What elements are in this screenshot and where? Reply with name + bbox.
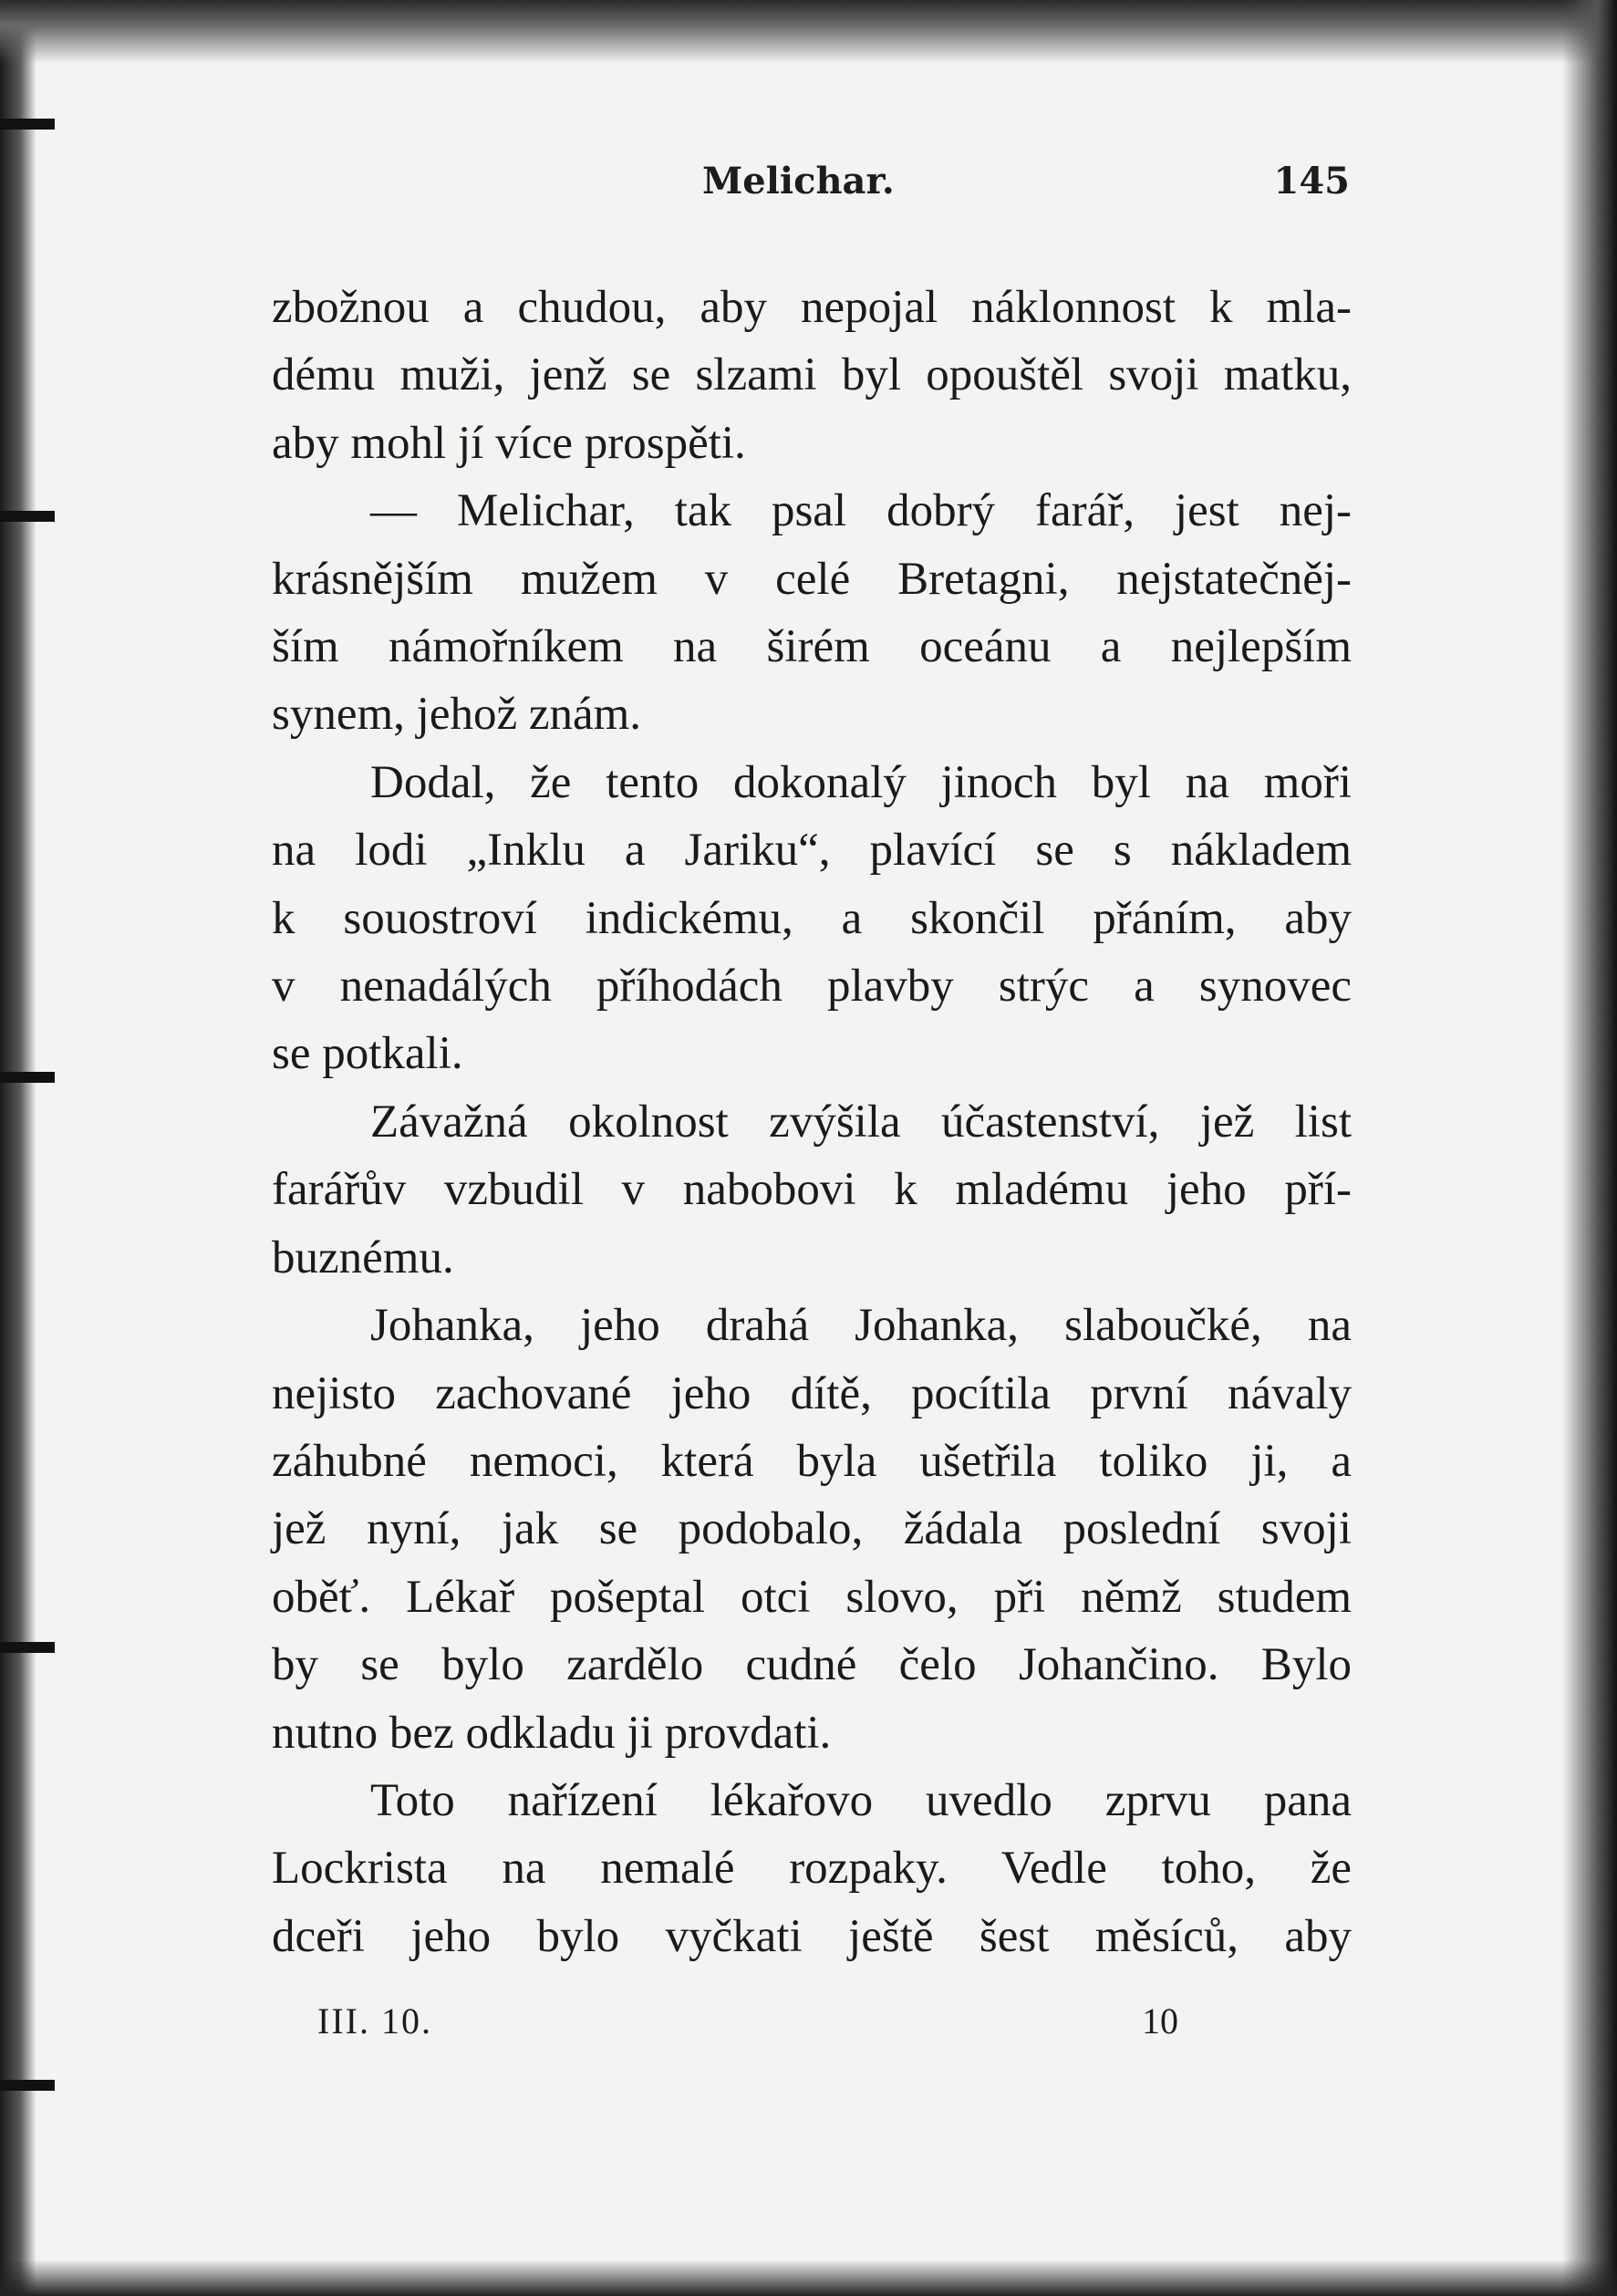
- binding-stitch: [0, 1072, 55, 1083]
- scan-edge-top: [0, 0, 1617, 64]
- text-line: by se bylo zardělo cudné čelo Johančino. Bylo: [272, 1639, 1352, 1691]
- running-head: Melichar.: [702, 160, 895, 203]
- text-line: nejisto zachované jeho dítě, pocítila první návaly: [272, 1367, 1352, 1419]
- text-line: buznému.: [272, 1231, 454, 1283]
- text-line: oběť. Lékař pošeptal otci slovo, při němž studem: [272, 1571, 1352, 1623]
- text-line: zbožnou a chudou, aby nepojal náklonnost k mla-: [272, 282, 1352, 333]
- text-line: v nenadálých příhodách plavby strýc a synovec: [272, 961, 1352, 1013]
- page-header: [274, 160, 1350, 214]
- text-line: aby mohl jí více prospěti.: [272, 417, 746, 469]
- text-line: dceři jeho bylo vyčkati ještě šest měsíců, aby: [272, 1910, 1352, 1962]
- sheet-number: 10: [1142, 2000, 1178, 2041]
- paragraph: [272, 274, 1352, 477]
- text-line: Dodal, že tento dokonalý jinoch byl na moři: [370, 756, 1352, 808]
- text-line: záhubné nemoci, která byla ušetřila toliko ji, a: [272, 1435, 1352, 1487]
- binding-stitch: [0, 2080, 55, 2091]
- text-line: Závažná okolnost zvýšila účastenství, jež list: [370, 1096, 1352, 1148]
- text-line: k souostroví indickému, a skončil přáním, aby: [272, 892, 1352, 944]
- text-line: Toto nařízení lékařovo uvedlo zprvu pana: [370, 1774, 1352, 1826]
- text-line: Johanka, jeho drahá Johanka, slaboučké, na: [370, 1300, 1352, 1352]
- text-line: jež nyní, jak se podobalo, žádala poslední svoji: [272, 1503, 1352, 1555]
- text-line: dému muži, jenž se slzami byl opouštěl svoji matku,: [272, 349, 1352, 401]
- text-line: na lodi „Inklu a Jariku“, plavící se s nákladem: [272, 825, 1352, 877]
- paragraph: [272, 1292, 1352, 1767]
- scan-edge-right: [1562, 0, 1617, 2296]
- text-line: ším námořníkem na širém oceánu a nejlepším: [272, 621, 1352, 673]
- text-line: — Melichar, tak psal dobrý farář, jest nej-: [370, 485, 1352, 537]
- paragraph: [272, 1767, 1352, 1970]
- printer-signature: III. 10.: [317, 2000, 432, 2041]
- binding-stitch: [0, 1642, 55, 1653]
- body-text: [272, 274, 1352, 1970]
- text-line: nutno bez odkladu ji provdati.: [272, 1707, 832, 1759]
- text-line: se potkali.: [272, 1028, 463, 1080]
- page-number: 145: [1273, 160, 1350, 203]
- text-line: farářův vzbudil v nabobovi k mladému jeho pří-: [272, 1164, 1352, 1216]
- paragraph: [272, 477, 1352, 749]
- binding-stitch: [0, 119, 55, 130]
- scan-edge-bottom: [0, 2260, 1617, 2296]
- paragraph: [272, 1088, 1352, 1292]
- page-footer: [274, 2000, 1350, 2051]
- binding-stitch: [0, 511, 55, 522]
- binding-spine: [0, 0, 36, 2296]
- paragraph: [272, 749, 1352, 1088]
- text-line: Lockrista na nemalé rozpaky. Vedle toho, že: [272, 1843, 1352, 1895]
- text-line: synem, jehož znám.: [272, 689, 642, 741]
- text-line: krásnějším mužem v celé Bretagni, nejstatečněj-: [272, 553, 1352, 605]
